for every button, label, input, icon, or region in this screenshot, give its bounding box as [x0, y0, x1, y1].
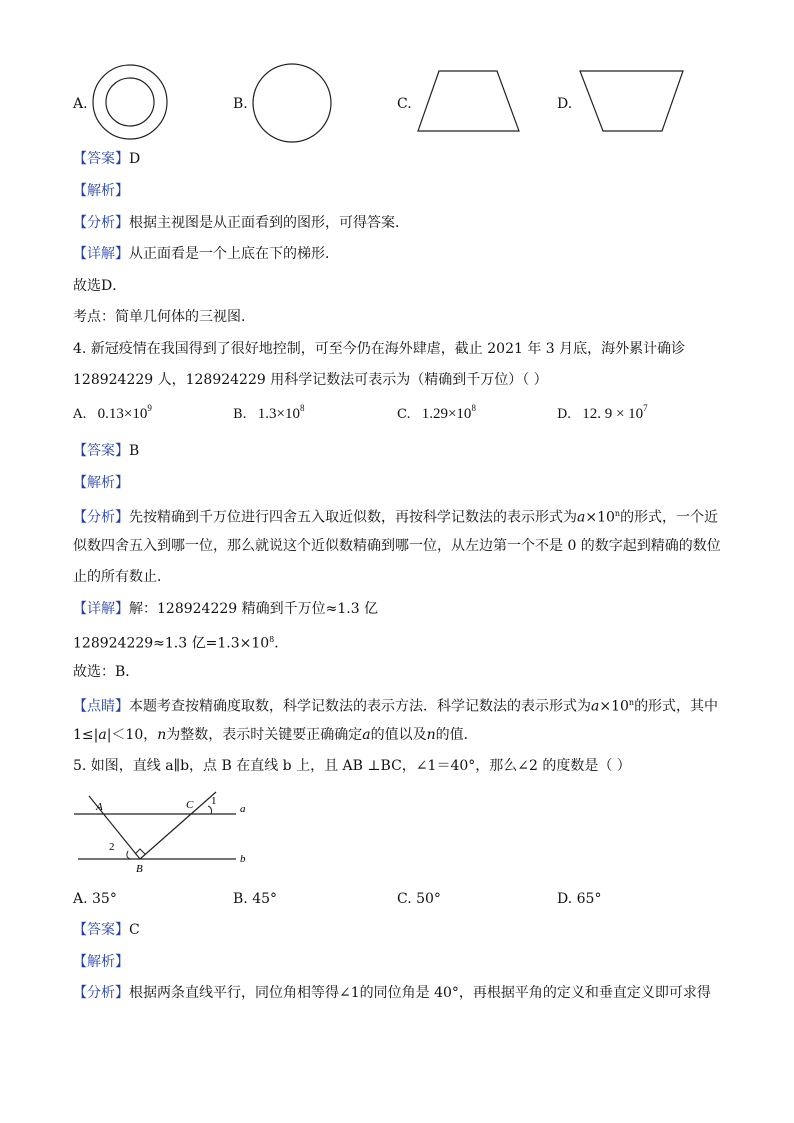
- dianjing-2g: 的值以及: [370, 727, 427, 743]
- q4-stem-line1: 4. 新冠疫情在我国得到了很好地控制，可至今仍在海外肆虐，截止 2021 年 3 月底，海外累计确诊: [73, 341, 686, 357]
- q4-fenxi-line2: 似数四舍五入到哪一位，那么就说这个近似数精确到哪一位，从左边第一个不是 0 的数字起到精确的数位: [73, 538, 721, 554]
- q5-figure: [68, 788, 258, 878]
- q4-dianjing-line1: [73, 694, 718, 716]
- dianjing-2i: 的值．: [435, 727, 478, 743]
- q3-option-a-label: A.: [73, 96, 88, 112]
- q4-option-d-exp: 7: [643, 403, 648, 413]
- q4-option-a-label: A.: [73, 407, 87, 422]
- fenxi-tag: 【分析】: [73, 985, 129, 1001]
- q4-option-d: [557, 403, 648, 423]
- q5-fenxi: [73, 984, 711, 1002]
- fenxi-tag: 【分析】: [73, 215, 129, 231]
- q4-dianjing-line2: [73, 726, 478, 744]
- dianjing-2d: n: [157, 727, 167, 743]
- step-end: ．: [274, 635, 289, 652]
- q4-option-c: [397, 403, 476, 423]
- answer-value: D: [129, 151, 141, 167]
- fenxi-text-a: 先按精确到千万位进行四舍五入取近似数，再按科学记数法的表示形式为: [129, 509, 577, 526]
- q3-option-a-figure: [90, 62, 170, 142]
- trapezoid-inverted: [580, 71, 683, 131]
- q4-option-c-exp: 8: [471, 403, 476, 413]
- fenxi-exp-n: n: [614, 509, 621, 518]
- q4-option-c-base: 1.29×10: [421, 406, 472, 422]
- q5-stem: 5. 如图，直线 a∥b，点 B 在直线 b 上，且 AB ⊥BC，∠1＝40°，那么∠2 的度数是（ ）: [73, 758, 631, 774]
- dianjing-2h: n: [426, 727, 436, 743]
- outer-circle: [93, 65, 167, 139]
- q4-conclusion: 故选：B．: [73, 664, 140, 680]
- dianjing-2c: |＜10，: [106, 727, 158, 743]
- trapezoid-upright: [418, 71, 519, 131]
- dianjing-2a: 1≤|: [73, 727, 99, 743]
- answer-tag: 【答案】: [73, 922, 129, 938]
- q4-option-b: [233, 403, 305, 423]
- q5-option-a: A. 35°: [73, 891, 117, 907]
- q3-xiangjie: [73, 245, 339, 263]
- q5-option-c: C. 50°: [397, 891, 441, 907]
- dianjing-2f: a: [362, 727, 371, 743]
- step-exp: 8: [269, 635, 275, 644]
- q4-xiangjie: [73, 600, 378, 618]
- q3-analysis-tag: 【解析】: [73, 183, 129, 199]
- label-a: a: [240, 803, 246, 815]
- segment-bc: [140, 792, 216, 859]
- answer-tag: 【答案】: [73, 443, 129, 459]
- xiangjie-text: 解：128924229 精确到千万位≈1.3 亿: [129, 601, 379, 617]
- q3-option-b-label: B.: [233, 96, 248, 112]
- q3-option-c-figure: [414, 68, 524, 134]
- fenxi-text: 根据两条直线平行，同位角相等得∠1的同位角是 40°，再根据平角的定义和垂直定义即可求得: [129, 985, 711, 1001]
- label-1: 1: [211, 795, 217, 807]
- fenxi-tag: 【分析】: [73, 509, 129, 526]
- angle-2-arc: [127, 851, 130, 859]
- q4-option-b-value: [257, 403, 305, 422]
- q5-option-d: D. 65°: [557, 891, 602, 907]
- dianjing-tag: 【点睛】: [73, 698, 129, 715]
- angle-1-arc: [208, 806, 212, 814]
- q3-fenxi: [73, 214, 409, 232]
- q3-kaodian: 考点：简单几何体的三视图．: [73, 309, 255, 325]
- q4-option-a-exp: 9: [147, 403, 152, 413]
- q4-stem-line2: 128924229 人，128924229 用科学记数法可表示为（精确到千万位）（ ）: [73, 372, 548, 388]
- q4-option-d-label: D.: [557, 407, 572, 422]
- q4-step: [73, 631, 288, 653]
- q4-option-c-label: C.: [397, 407, 411, 422]
- q4-fenxi-line3: 止的所有数止．: [73, 569, 171, 585]
- q5-answer: [73, 921, 140, 939]
- q4-option-a: [73, 403, 152, 423]
- fenxi-ten: ×10: [585, 509, 615, 526]
- q4-option-b-exp: 8: [300, 403, 305, 413]
- q3-option-c-label: C.: [397, 96, 412, 112]
- label-b: b: [240, 853, 246, 865]
- step-text: 128924229≈1.3 亿=1.3×10: [73, 635, 270, 652]
- q3-option-d-figure: [577, 68, 687, 134]
- q3-option-d-label: D.: [557, 96, 573, 112]
- q3-conclusion: 故选D．: [73, 278, 127, 294]
- xiangjie-text: 从正面看是一个上底在下的梯形．: [129, 246, 339, 262]
- xiangjie-tag: 【详解】: [73, 601, 129, 617]
- xiangjie-tag: 【详解】: [73, 246, 129, 262]
- q5-option-b: B. 45°: [233, 891, 278, 907]
- dianjing-text-a: 本题考查按精确度取数，科学记数法的表示方法．科学记数法的表示形式为: [129, 698, 591, 715]
- q3-option-b-figure: [250, 62, 334, 144]
- fenxi-var-a: a: [577, 509, 586, 526]
- q4-option-a-value: [97, 403, 152, 422]
- dianjing-ten: ×10: [599, 698, 629, 715]
- q4-analysis-tag: 【解析】: [73, 475, 129, 491]
- q4-option-d-value: [582, 403, 648, 422]
- q4-option-b-base: 1.3×10: [257, 406, 300, 422]
- q3-answer: [73, 150, 140, 168]
- fenxi-text: 根据主视图是从正面看到的图形，可得答案．: [129, 215, 409, 231]
- q4-option-a-base: 0.13×10: [97, 406, 148, 422]
- answer-value: C: [129, 922, 140, 938]
- dianjing-exp-n: n: [628, 698, 635, 707]
- q4-answer: [73, 442, 139, 460]
- q5-analysis-tag: 【解析】: [73, 954, 129, 970]
- label-2: 2: [109, 841, 115, 853]
- right-angle-mark: [135, 849, 145, 854]
- q4-fenxi-line1: [73, 505, 718, 527]
- q4-option-c-value: [421, 403, 476, 422]
- inner-circle: [106, 78, 154, 126]
- label-B: B: [136, 863, 143, 875]
- dianjing-2e: 为整数，表示时关键要正确确定: [166, 727, 363, 743]
- answer-tag: 【答案】: [73, 151, 129, 167]
- q4-option-d-base: 12. 9 × 10: [582, 406, 644, 422]
- fenxi-text-e: 的形式，一个近: [620, 509, 719, 526]
- circle: [253, 64, 331, 142]
- dianjing-text-e: 的形式，其中: [634, 698, 719, 715]
- dianjing-2b: a: [98, 727, 107, 743]
- q4-option-b-label: B.: [233, 407, 247, 422]
- label-A: A: [96, 801, 103, 813]
- answer-value: B: [129, 443, 140, 459]
- dianjing-var-a: a: [591, 698, 600, 715]
- label-C: C: [186, 799, 194, 811]
